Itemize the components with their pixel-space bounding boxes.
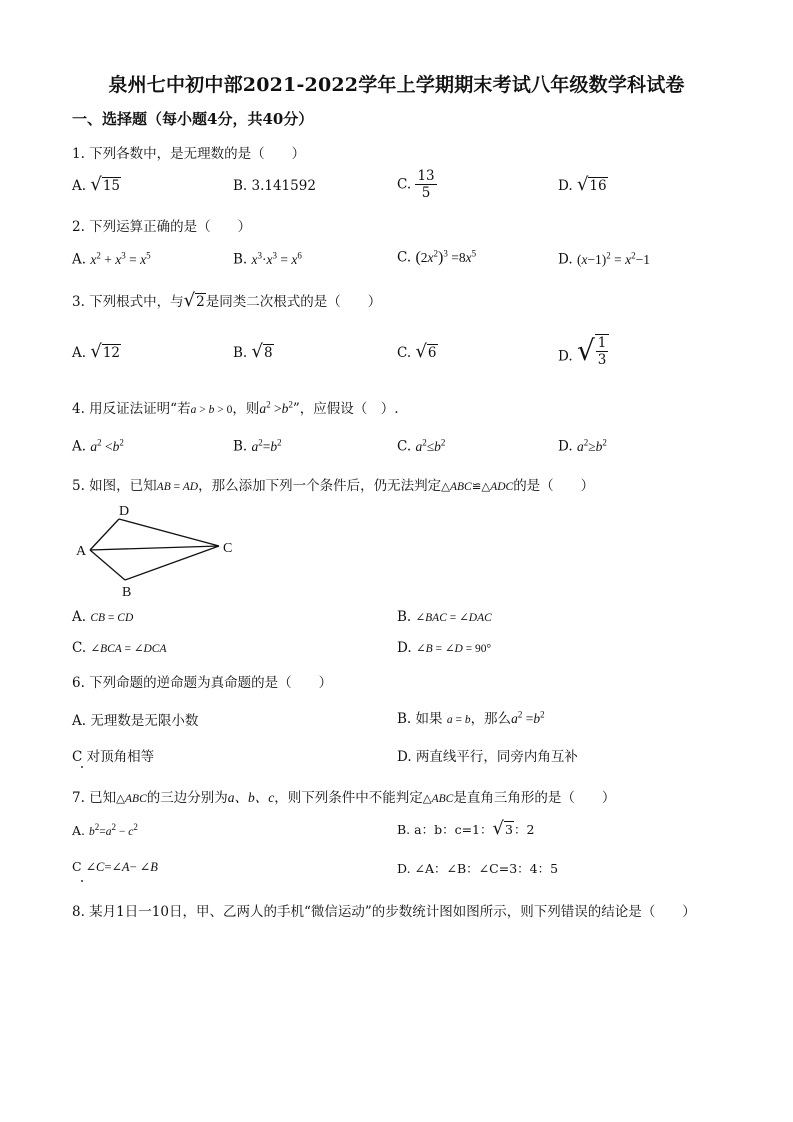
question-4-option-b[interactable]: B. $a^2=b^2$ — [233, 437, 282, 455]
sqrt-symbol: √ 3 — [492, 818, 513, 839]
question-3-option-a[interactable]: A. √ 12 — [72, 341, 121, 362]
vertex-label-d: D — [119, 504, 130, 519]
question-4-option-d[interactable]: D. $a^2\ge b^2$ — [558, 437, 607, 455]
fraction: $\frac{13}{5}$ — [417, 168, 435, 201]
math-expression: $b^2=a^2 - c^2$ — [89, 822, 138, 838]
fraction: $\frac{1}{3}$ — [597, 335, 607, 368]
question-2-option-a[interactable]: A. $x^2 + x^3 = x^5$ — [72, 250, 151, 268]
math-expression: $a^2\le b^2$ — [415, 437, 446, 454]
question-4-option-c[interactable]: C. $a^2\le b^2$ — [397, 437, 446, 455]
question-5-stem: 5. 如图，已知AB = AD，那么添加下列一个条件后，仍无法判定△ABC≌△ADC的是（ ） — [72, 478, 595, 494]
question-3-option-c[interactable]: C. √ 6 — [397, 341, 437, 362]
question-2-option-c[interactable]: C. $(2x^2)^3 =8x^5$ — [397, 248, 477, 266]
quadrilateral-figure — [72, 498, 252, 602]
question-8-stem: 8. 某月1日一10日，甲、乙两人的手机“微信运动”的步数统计图如图所示，则下列错误的结论是（ ） — [72, 904, 696, 920]
question-7-stem: 7. 已知△ABC的三边分别为a、b、c，则下列条件中不能判定△ABC是直角三角形的是（ ） — [72, 790, 616, 806]
math-expression: $(x-1)^2 = x^2-1$ — [576, 250, 651, 267]
triangle-sides: a、b、c — [227, 790, 275, 805]
edge-ac — [90, 546, 219, 550]
sqrt-symbol: √ $\frac{1}{3}$ — [577, 334, 609, 368]
math-expression: $a^2=b^2$ — [251, 437, 282, 454]
edge-cb — [125, 546, 219, 580]
sqrt-symbol: √ 6 — [415, 341, 437, 362]
question-5-option-a[interactable]: A. CB = CD — [72, 609, 134, 625]
question-2-option-d[interactable]: D. $(x-1)^2 = x^2-1$ — [558, 250, 651, 268]
question-1-option-c[interactable]: C. $\frac{13}{5}$ — [397, 168, 435, 201]
math-expression: $a^2 <b^2$ — [90, 437, 124, 454]
sqrt-symbol: √ 2 — [183, 290, 205, 311]
section-heading: 一、选择题（每小题4分，共40分） — [72, 110, 314, 128]
question-7-option-b[interactable]: B. a：b：c=1： √ 3 ：2 — [397, 818, 535, 839]
math-expression: AB = AD — [156, 481, 199, 493]
question-1-option-a[interactable]: A. √ 15 — [72, 174, 121, 195]
math-expression: $a^2\ge b^2$ — [576, 437, 607, 454]
question-5-option-b[interactable]: B. ∠BAC = ∠DAC — [397, 609, 492, 625]
question-7-option-a[interactable]: A. $b^2=a^2 - c^2$ — [72, 822, 138, 838]
math-expression: $x^3\cdot x^3 = x^6$ — [251, 250, 302, 267]
math-expression: ∠B = ∠D = 90° — [415, 643, 492, 655]
question-5-option-c[interactable]: C. ∠BCA = ∠DCA — [72, 640, 167, 656]
vertex-label-b: B — [122, 585, 132, 600]
question-4-stem: 4. 用反证法证明“若a > b > 0，则$a^2 >b^2$”，应假设（ ）. — [72, 399, 399, 417]
question-7-option-c[interactable]: C ∠C=∠A− ∠B — [72, 859, 158, 874]
math-expression: △ABC — [422, 793, 454, 805]
page-title: 泉州七中初中部2021-2022学年上学期期末考试八年级数学科试卷 — [108, 74, 685, 96]
question-6-stem: 6. 下列命题的逆命题为真命题的是（ ） — [72, 675, 333, 691]
math-expression: $a^2 =b^2$ — [511, 709, 545, 726]
question-5-option-d[interactable]: D. ∠B = ∠D = 90° — [397, 640, 492, 656]
math-expression: △ABC≌△ADC — [441, 481, 514, 493]
vertex-label-a: A — [76, 544, 87, 559]
math-expression: $(2x^2)^3 =8x^5$ — [415, 248, 477, 266]
edge-ba — [90, 550, 125, 580]
stray-mark — [81, 766, 83, 768]
sqrt-symbol: √ 12 — [90, 341, 121, 362]
question-1-option-b[interactable]: B. 3.141592 — [233, 178, 316, 194]
question-7-option-d[interactable]: D. ∠A：∠B：∠C=3：4：5 — [397, 861, 559, 876]
stray-mark — [81, 880, 83, 882]
question-6-option-d[interactable]: D. 两直线平行，同旁内角互补 — [397, 749, 578, 765]
math-expression: CB = CD — [90, 612, 134, 624]
question-4-option-a[interactable]: A. $a^2 <b^2$ — [72, 437, 124, 455]
sqrt-symbol: √ 15 — [90, 174, 121, 195]
sqrt-symbol: √ 8 — [251, 341, 273, 362]
vertex-label-c: C — [223, 541, 233, 556]
sqrt-symbol: √ 16 — [576, 174, 607, 195]
math-expression: $x^2 + x^3 = x^5$ — [90, 250, 151, 267]
question-1-option-d[interactable]: D. √ 16 — [558, 174, 607, 195]
math-expression: ∠C=∠A− ∠B — [85, 860, 158, 874]
math-expression: a = b — [446, 714, 471, 726]
edge-ad — [90, 519, 119, 550]
math-expression: △ABC — [116, 793, 147, 805]
math-expression: a > b > 0 — [190, 404, 233, 416]
question-3-option-d[interactable]: D. √ $\frac{1}{3}$ — [558, 334, 609, 368]
question-3-option-b[interactable]: B. √ 8 — [233, 341, 273, 362]
figure-edges — [90, 519, 219, 580]
math-expression: $a^2 >b^2$ — [259, 399, 293, 416]
edge-dc — [119, 519, 219, 546]
question-3-stem: 3. 下列根式中，与 √ 2 是同类二次根式的是（ ） — [72, 290, 382, 311]
math-expression: ∠BAC = ∠DAC — [415, 612, 492, 624]
question-6-option-a[interactable]: A. 无理数是无限小数 — [72, 713, 199, 729]
question-2-option-b[interactable]: B. $x^3\cdot x^3 = x^6$ — [233, 250, 302, 268]
math-expression: ∠BCA = ∠DCA — [90, 643, 167, 655]
question-2-stem: 2. 下列运算正确的是（ ） — [72, 219, 252, 235]
question-1-stem: 1. 下列各数中，是无理数的是（ ） — [72, 146, 306, 162]
question-6-option-b[interactable]: B. 如果 a = b，那么$a^2 =b^2$ — [397, 709, 545, 727]
question-6-option-c[interactable]: C 对顶角相等 — [72, 749, 155, 765]
